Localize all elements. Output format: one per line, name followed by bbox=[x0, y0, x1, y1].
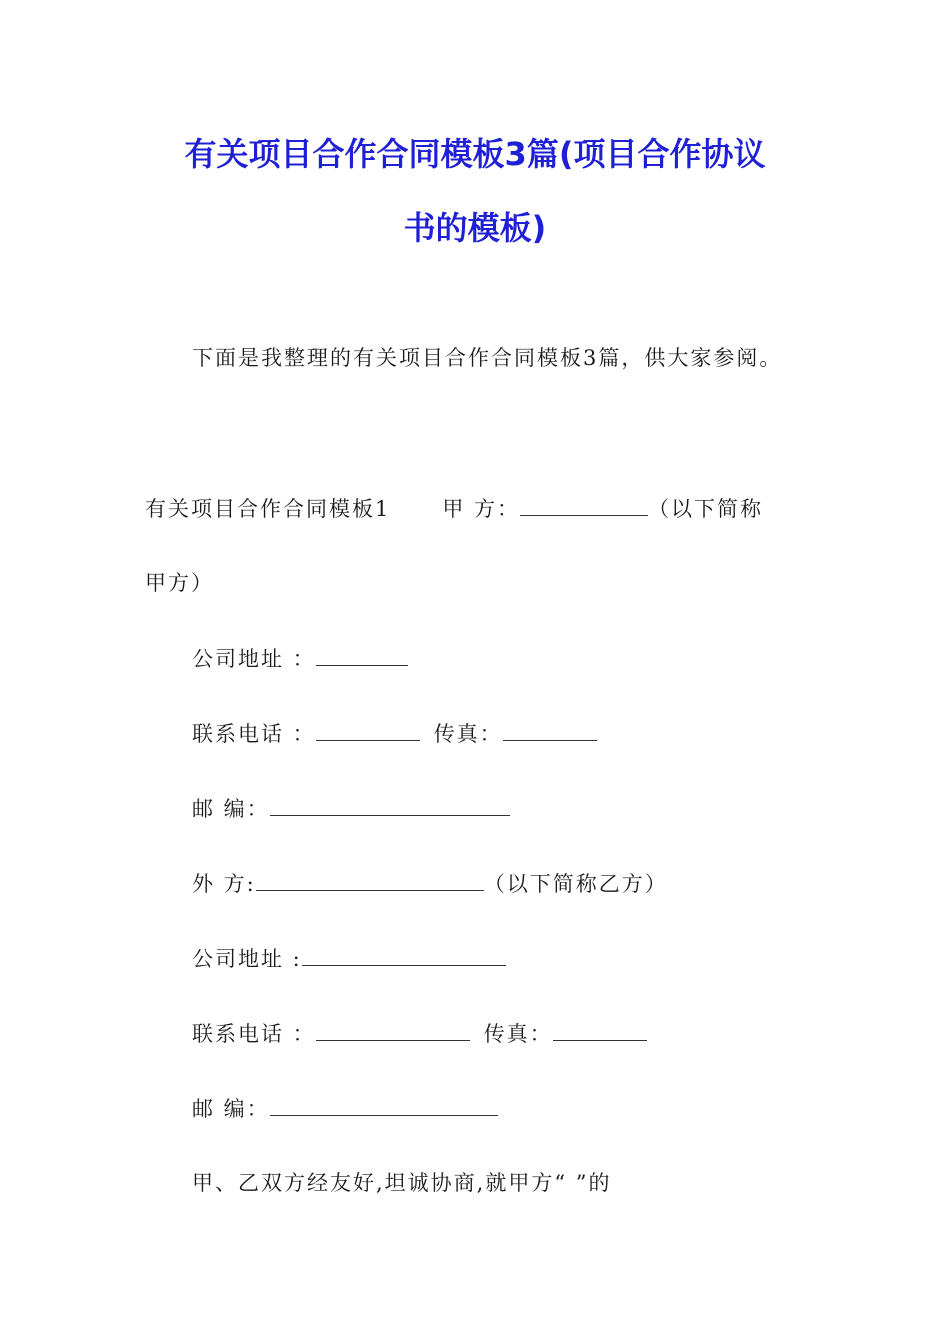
contract-1-heading: 有关项目合作合同模板1 bbox=[145, 497, 391, 521]
party-b-label: 外 方: bbox=[192, 872, 256, 896]
intro-paragraph: 下面是我整理的有关项目合作合同模板3篇，供大家参阅。 bbox=[192, 346, 783, 370]
party-b-address-blank bbox=[302, 943, 506, 966]
party-b-name-blank bbox=[256, 868, 484, 891]
party-a-phone-line bbox=[192, 718, 597, 749]
party-a-address-line bbox=[192, 643, 408, 674]
party-b-fax-label: 传真： bbox=[483, 1022, 553, 1046]
contract-1-heading-line bbox=[145, 493, 763, 524]
party-a-fax-blank bbox=[503, 718, 597, 741]
party-a-phone-blank bbox=[316, 718, 420, 741]
party-a-suffix: （以下简称 bbox=[648, 497, 764, 521]
party-a-phone-label: 联系电话 ： bbox=[192, 722, 316, 746]
party-a-name-blank bbox=[520, 493, 648, 516]
party-b-phone-label: 联系电话 ： bbox=[192, 1022, 316, 1046]
party-b-postcode-line bbox=[192, 1093, 498, 1124]
party-b-fax-blank bbox=[553, 1018, 647, 1041]
party-a-label: 甲 方： bbox=[442, 497, 521, 521]
party-b-line bbox=[192, 868, 668, 899]
party-a-postcode-label: 邮 编： bbox=[192, 797, 270, 821]
party-b-postcode-label: 邮 编： bbox=[192, 1097, 270, 1121]
party-a-address-label: 公司地址 ： bbox=[192, 647, 316, 671]
document-title-line-1: 有关项目合作合同模板3篇(项目合作协议 bbox=[184, 135, 766, 173]
closing-paragraph: 甲、乙双方经友好,坦诚协商,就甲方“ ”的 bbox=[192, 1171, 612, 1195]
party-a-postcode-blank bbox=[270, 793, 510, 816]
party-b-phone-blank bbox=[316, 1018, 470, 1041]
party-b-address-line bbox=[192, 943, 506, 974]
party-a-postcode-line bbox=[192, 793, 510, 824]
party-b-postcode-blank bbox=[270, 1093, 498, 1116]
document-title-line-2: 书的模板) bbox=[403, 209, 547, 247]
party-a-address-blank bbox=[316, 643, 408, 666]
party-b-address-label: 公司地址 : bbox=[192, 947, 302, 971]
party-a-fax-label: 传真： bbox=[433, 722, 503, 746]
party-b-suffix: （以下简称乙方） bbox=[483, 872, 668, 896]
party-a-suffix-continued: 甲方） bbox=[145, 571, 214, 595]
party-b-phone-line bbox=[192, 1018, 647, 1049]
